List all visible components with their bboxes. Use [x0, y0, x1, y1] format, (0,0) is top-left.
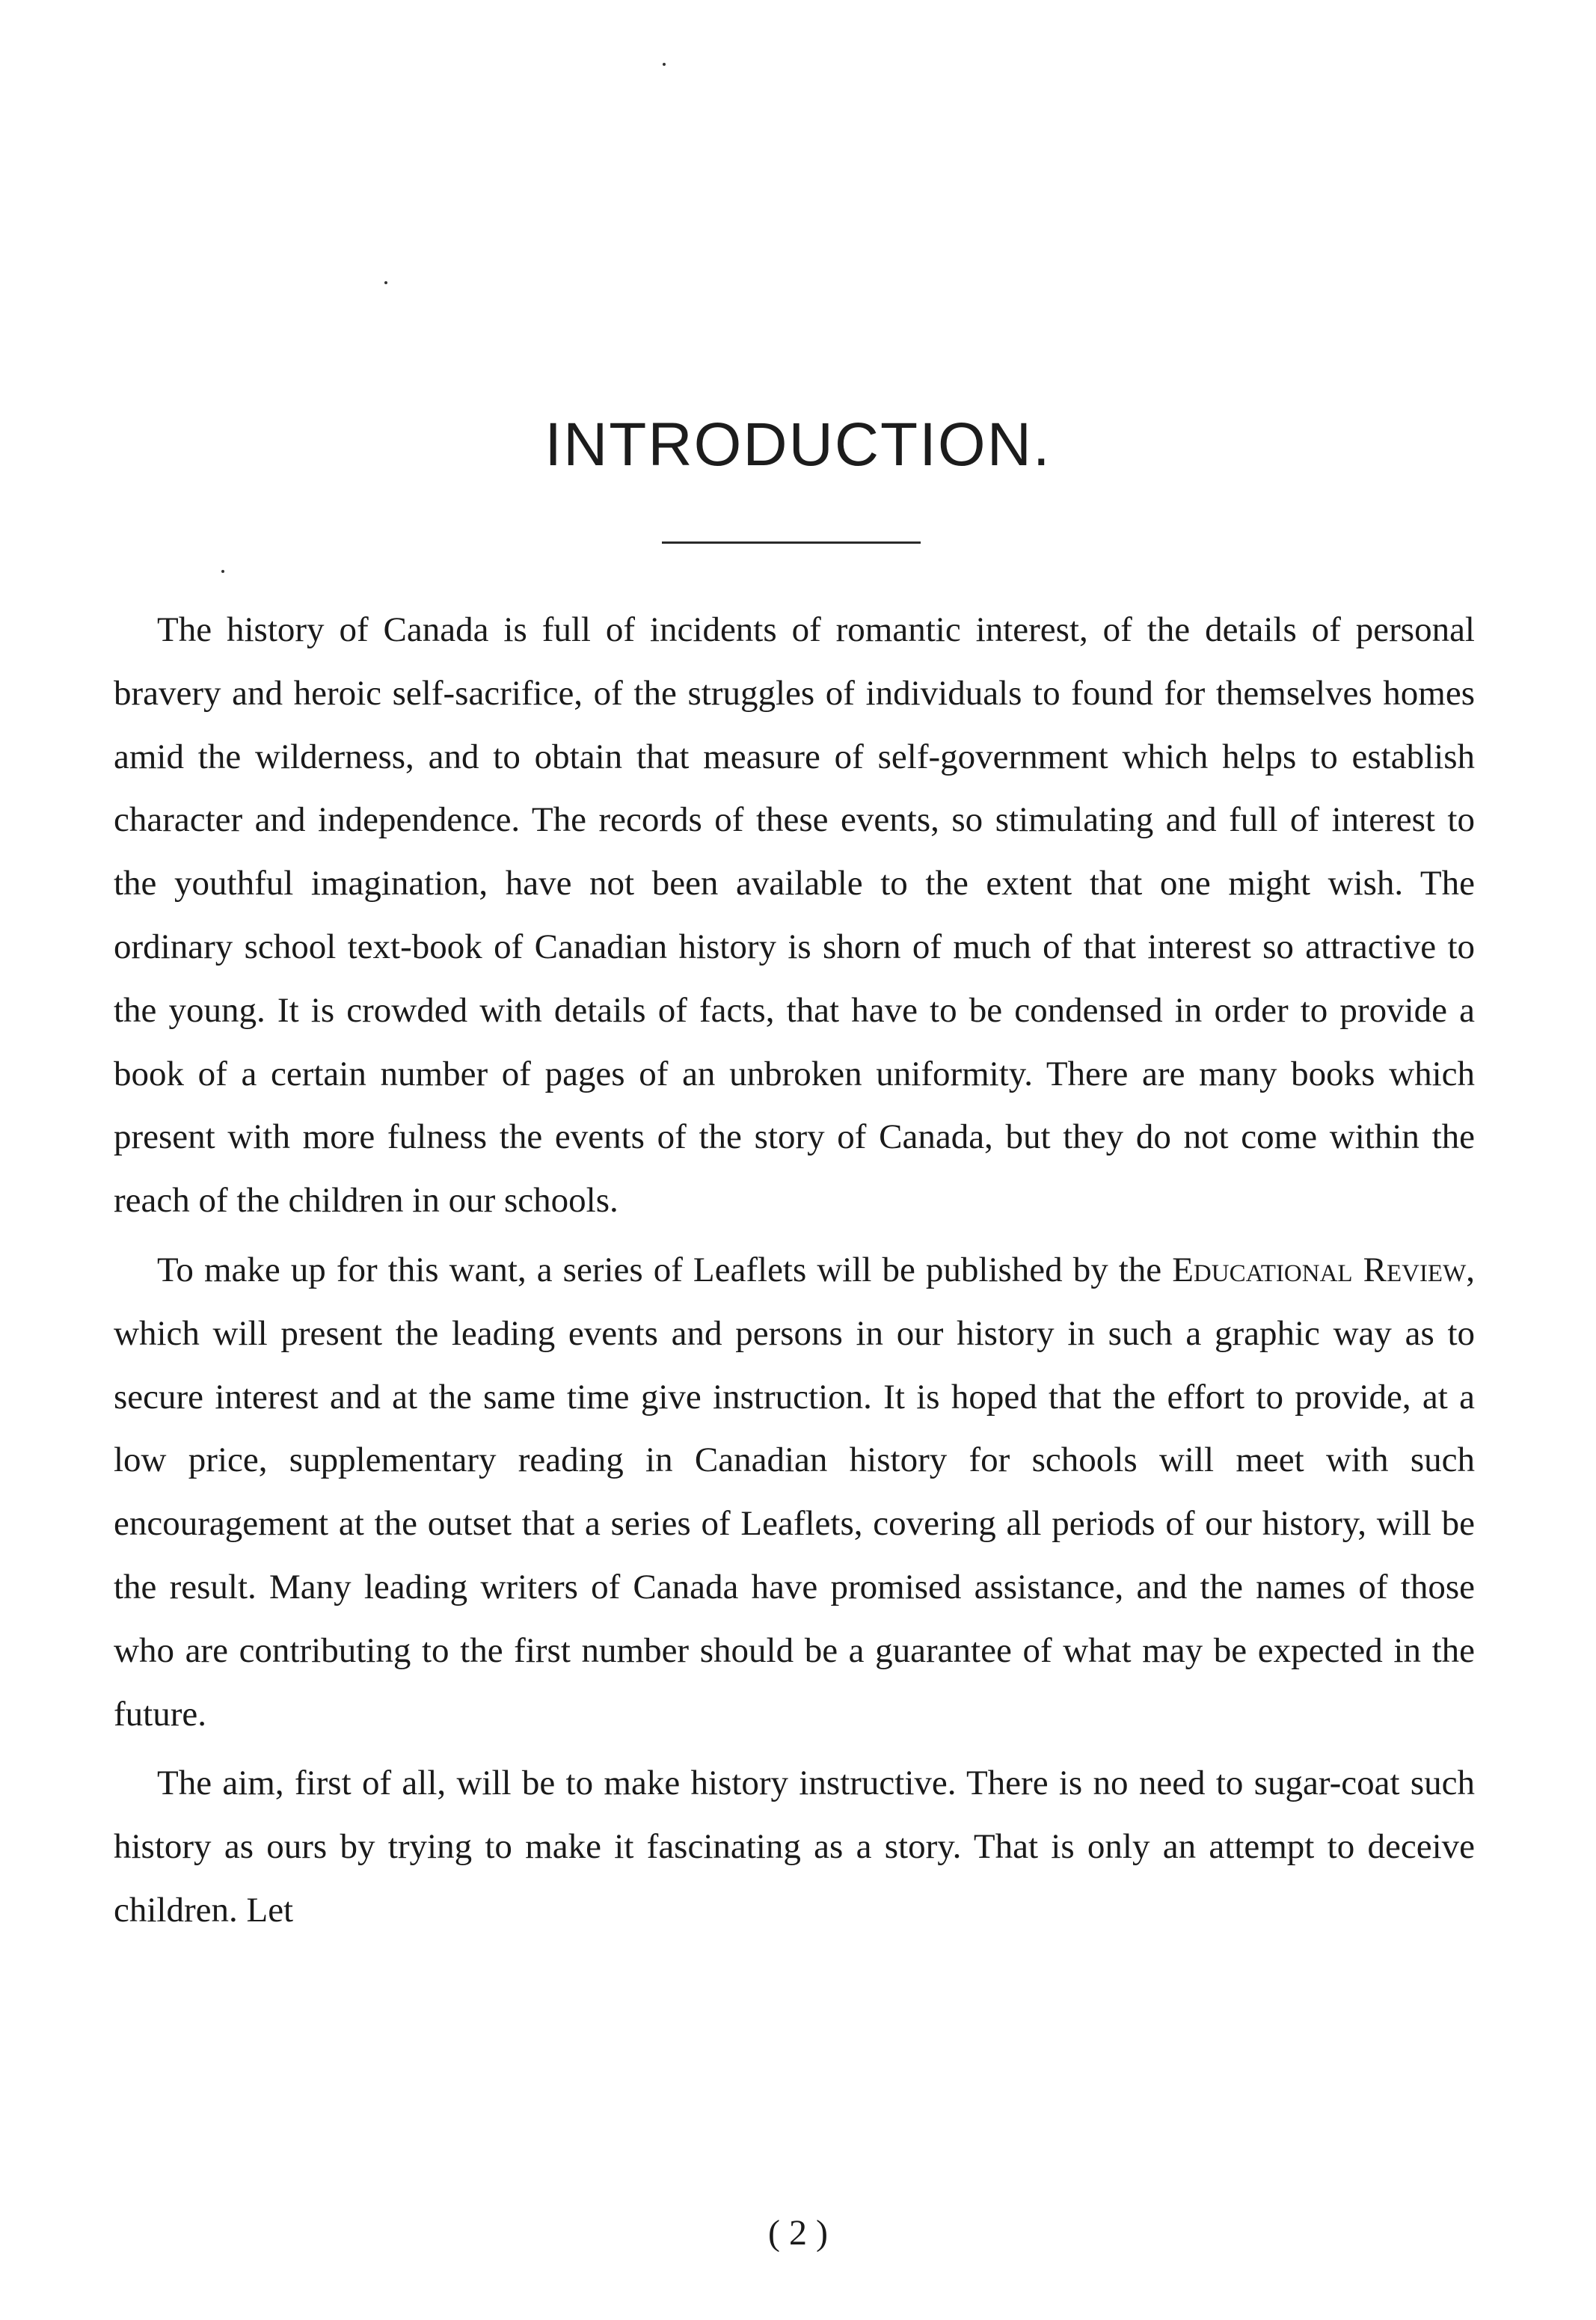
page-title: INTRODUCTION. [544, 411, 1052, 479]
publication-name: Educational Review [1172, 1250, 1467, 1289]
paragraph-1: The history of Canada is full of incidents of romantic interest, of the details of personal bravery and heroic self-sacrifice, of the struggles of individuals to found for themselves homes amid the wilderness, and to obtain that measure of self-government which helps to establish character and independence. The records of these events, so stimulating and full of interest to the youthful imagination, have not been available to the extent that one might wish. The ordinary school text-book of Canadian history is shorn of much of that interest so attractive to the young. It is crowded with details of facts, that have to be condensed in order to provide a book of a certain number of pages of an unbroken uniformity. There are many books which present with more fulness the events of the story of Canada, but they do not come within the reach of the children in our schools. [114, 610, 1475, 1221]
title-divider [662, 541, 921, 544]
ink-speck [221, 570, 224, 573]
paragraph-3: The aim, first of all, will be to make history instructive. There is no need to sugar-coat such history as ours by trying to make it fascinating as a story. That is only an attempt to deceive children. Let [114, 1764, 1475, 1930]
body-text [114, 598, 1475, 1942]
page-number: ( 2 ) [768, 2213, 828, 2253]
ink-speck [384, 281, 387, 284]
ink-speck [663, 63, 666, 66]
paragraph-2: To make up for this want, a series of Leaflets will be published by the Educational Review, which will present the leading events and persons in our history in such a graphic way as to secure interest and at the same time give instruction. It is hoped that the effort to provide, at a low price, supplementary reading in Canadian history for schools will meet with such encouragement at the outset that a series of Leaflets, covering all periods of our history, will be the result. Many leading writers of Canada have promised assistance, and the names of those who are contributing to the first number should be a guarantee of what may be expected in the future. [114, 1250, 1475, 1734]
